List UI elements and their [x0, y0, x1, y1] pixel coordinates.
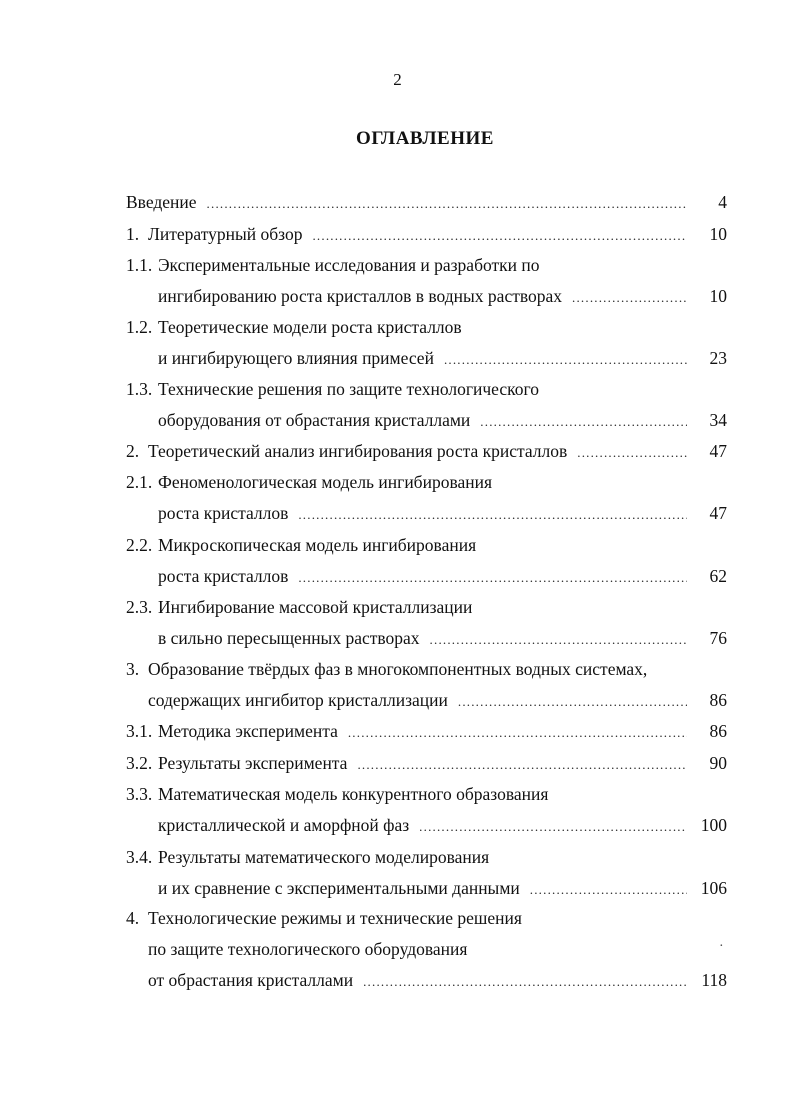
- toc-line: [126, 255, 727, 279]
- dot-leader: [480, 414, 687, 430]
- toc-line: [126, 441, 727, 465]
- toc-entry-number: 1.1.: [126, 255, 153, 275]
- dot-leader: [207, 196, 687, 212]
- page-number: 2: [393, 70, 402, 89]
- dot-leader: [348, 725, 687, 741]
- toc-entry-title: ингибированию роста кристаллов в водных растворах: [158, 286, 563, 306]
- dot-leader: [444, 352, 687, 368]
- toc-line: [158, 628, 727, 652]
- toc-entry-title: Технологические режимы и технические решения: [148, 908, 522, 928]
- toc-entry-page: 34: [709, 410, 727, 430]
- toc-title: ОГЛАВЛЕНИЕ: [356, 128, 494, 149]
- toc-entry-title: Теоретические модели роста кристаллов: [158, 317, 462, 337]
- toc-line: [126, 753, 727, 777]
- toc-line: [126, 535, 727, 559]
- toc-entry-title: в сильно пересыщенных растворах: [158, 628, 420, 648]
- toc-entry-title: Технические решения по защите технологического: [158, 379, 540, 399]
- toc-entry-number: 1.3.: [126, 379, 153, 399]
- toc-entry-title: и их сравнение с экспериментальными данными: [158, 878, 520, 898]
- toc-entry-title: роста кристаллов: [158, 566, 289, 586]
- toc-line: [158, 815, 727, 839]
- toc-entry-title: оборудования от обрастания кристаллами: [158, 410, 471, 430]
- toc-entry-page: 86: [709, 690, 727, 710]
- toc-entry-number: 4.: [126, 908, 140, 928]
- toc-entry-page: 90: [709, 753, 727, 773]
- dot-leader: [312, 228, 687, 244]
- toc-line: [126, 472, 727, 496]
- toc-entry-title: Математическая модель конкурентного образования: [158, 784, 549, 804]
- toc-line: [158, 566, 727, 590]
- toc-entry-number: 3.: [126, 659, 140, 679]
- toc-entry-title: Результаты математического моделирования: [158, 847, 490, 867]
- scan-speck: ·: [719, 939, 724, 954]
- toc-entry-number: 3.1.: [126, 721, 153, 741]
- toc-entry-page: 10: [709, 224, 727, 244]
- toc-line: [126, 908, 727, 932]
- toc-line: [126, 784, 727, 808]
- dot-leader: [298, 570, 687, 586]
- toc-entry-page: 86: [709, 721, 727, 741]
- dot-leader: [357, 757, 687, 773]
- toc-line: [148, 939, 727, 963]
- dot-leader: [458, 694, 687, 710]
- toc-line: [158, 878, 727, 902]
- toc-entry-page: 47: [709, 441, 727, 461]
- toc-line: [148, 970, 727, 994]
- toc-entry-number: 1.2.: [126, 317, 153, 337]
- toc-line: [126, 721, 727, 745]
- toc-entry-title: Введение: [126, 192, 197, 212]
- toc-line: [148, 690, 727, 714]
- toc-line: [126, 317, 727, 341]
- toc-entry-title: содержащих ингибитор кристаллизации: [148, 690, 448, 710]
- toc-entry-title: кристаллической и аморфной фаз: [158, 815, 410, 835]
- toc-line: [126, 192, 727, 216]
- toc-line: [158, 503, 727, 527]
- toc-entry-title: Результаты эксперимента: [158, 753, 348, 773]
- toc-entry-number: 2.3.: [126, 597, 153, 617]
- dot-leader: [530, 882, 687, 898]
- toc-entry-page: 76: [709, 628, 727, 648]
- dot-leader: [419, 819, 687, 835]
- toc-entry-title: Феноменологическая модель ингибирования: [158, 472, 493, 492]
- toc-entry-page: 4: [718, 192, 727, 212]
- toc-line: [126, 847, 727, 871]
- toc-entry-number: 3.2.: [126, 753, 153, 773]
- toc-entry-number: 2.1.: [126, 472, 153, 492]
- toc-entry-title: Методика эксперимента: [158, 721, 338, 741]
- toc-entry-title: Литературный обзор: [148, 224, 303, 244]
- toc-entry-number: 3.4.: [126, 847, 153, 867]
- toc-entry-title: Ингибирование массовой кристаллизации: [158, 597, 473, 617]
- toc-entry-title: Теоретический анализ ингибирования роста кристаллов: [148, 441, 568, 461]
- toc-entry-title: Экспериментальные исследования и разработки по: [158, 255, 540, 275]
- toc-line: [126, 659, 727, 683]
- toc-entry-number: 3.3.: [126, 784, 153, 804]
- toc-entry-title: роста кристаллов: [158, 503, 289, 523]
- dot-leader: [363, 974, 687, 990]
- toc-entry-page: 47: [709, 503, 727, 523]
- dot-leader: [572, 290, 687, 306]
- toc-line: [158, 410, 727, 434]
- toc-entry-title: и ингибирующего влияния примесей: [158, 348, 434, 368]
- toc-entry-page: 23: [709, 348, 727, 368]
- toc-entry-title: Микроскопическая модель ингибирования: [158, 535, 477, 555]
- toc-entry-number: 1.: [126, 224, 140, 244]
- toc-entry-title: Образование твёрдых фаз в многокомпонентных водных системах,: [148, 659, 648, 679]
- toc-entry-page: 106: [700, 878, 727, 898]
- toc-line: [126, 379, 727, 403]
- toc-entry-page: 118: [701, 970, 727, 990]
- dot-leader: [430, 632, 687, 648]
- toc-entry-number: 2.2.: [126, 535, 153, 555]
- dot-leader: [298, 507, 687, 523]
- dot-leader: [577, 445, 687, 461]
- toc-line: [158, 286, 727, 310]
- toc-line: [158, 348, 727, 372]
- toc-entry-title: от обрастания кристаллами: [148, 970, 354, 990]
- toc-entry-title: по защите технологического оборудования: [148, 939, 468, 959]
- toc-entry-page: 62: [709, 566, 727, 586]
- toc-entry-number: 2.: [126, 441, 140, 461]
- toc-line: [126, 224, 727, 248]
- toc-entry-page: 10: [709, 286, 727, 306]
- toc-line: [126, 597, 727, 621]
- toc-entry-page: 100: [700, 815, 727, 835]
